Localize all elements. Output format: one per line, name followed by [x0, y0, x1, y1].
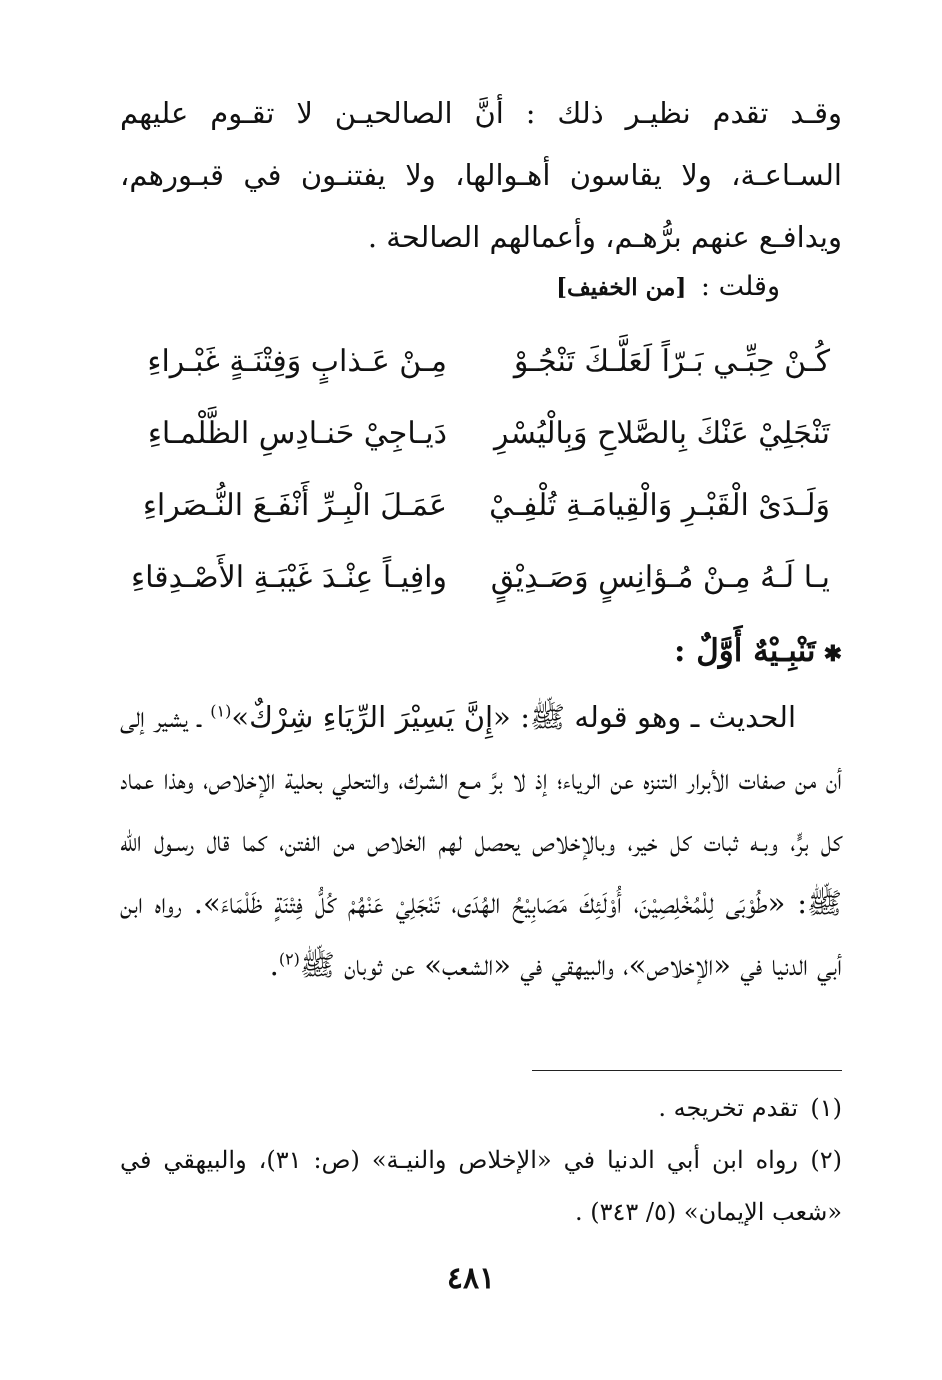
verse-first-hemistich: وَلَـدَىْ الْقَبْـرِ وَالْقِيامَـةِ تُلْفِـيْ [489, 488, 830, 523]
verse-second-hemistich: عَمَـلَ الْبِـرِّ أَنْفَـعَ النُّـصَراءِ [142, 488, 447, 523]
paragraph-hadith [120, 686, 842, 996]
verse-second-hemistich: مِـنْ عَـذابٍ وَفِتْنَـةٍ غَبْـراءِ [147, 344, 447, 379]
footnote-divider [532, 1070, 842, 1071]
paragraph-hadith-opening: الحديث ـ وهو قوله ﷺ: «إِنَّ يَسِيْرَ الرِّيَاءِ شِرْكٌ» [231, 700, 797, 734]
verse-first-hemistich: يـا لَـهُ مِـنْ مُـؤانِسٍ وَصَـدِيْقٍ [490, 560, 830, 595]
verse-second-hemistich: دَيـاجِيْ حَنـادِسِ الظَّلْمـاءِ [147, 416, 447, 451]
paragraph-hadith-end: . [269, 948, 279, 982]
footnote-number: (١) [810, 1094, 842, 1122]
verse-line [120, 332, 842, 392]
footnote-text: تقدم تخريجه . [658, 1094, 798, 1122]
footnote-number: (٢) [810, 1146, 843, 1174]
section-heading [674, 624, 842, 681]
footnote-text: رواه ابن أبي الدنيا في «الإخلاص والنيـة» (ص: ٣١)، والبيهقي في «شعب الإيمان» (٥/ ٣٤٣) . [120, 1146, 842, 1226]
paragraph-hadith-body: ـ يشير إلى أن من صفات الأبرار التنزه عن الرياء؛ إذ لا برَّ مـع الشرك، والتحلي بحلية الإخلاص، وهذا عماد كل برٍّ، وبـه ثبات كل خير، وبالإخلاص يحصل لهم الخلاص من الفتن، كما قال رسـول الله ﷺ: «طُوْبَى لِلْمُخْلِصِيْنَ، أُوْلَئِكَ مَصَابِيْحُ الهُدَى، تَنْجَلِيْ عَنْهُمْ كُلُّ فِتْنَةٍ ظَلْمَاءَ». رواه ابن أبي الدنيا في «الإخلاص»، والبيهقي في «الشعب» عن ثوبان ﷺ [120, 700, 842, 982]
verse-intro [556, 262, 780, 313]
footnote-reference-2[interactable]: (٢) [278, 949, 300, 969]
star-icon: ✱ [823, 641, 842, 667]
footnote [120, 1134, 842, 1238]
verse-line [120, 548, 842, 608]
verse-first-hemistich: تَنْجَلِيْ عَنْكَ بِالصَّلاحِ وَبِالْيُسْرِ [494, 416, 830, 451]
verse-line [120, 404, 842, 464]
footnote [120, 1082, 842, 1134]
verse-meter-label: [من الخفيف] [556, 274, 687, 301]
paragraph-intro: وقـد تقدم نظيـر ذلك : أنَّ الصالحيـن لا تقـوم عليهم السـاعـة، ولا يقاسون أهـوالها، ولا يفتنـون في قبـورهم، ويدافـع عنهم برُّهـم، وأعمالهم الصالحة . [120, 96, 842, 254]
verse-line [120, 476, 842, 536]
verse-first-hemistich: كُـنْ حِبِّـي بَـرّاً لَعَلَّـكَ تَنْجُـوْ [513, 344, 830, 379]
page-number: ٤٨١ [446, 1261, 496, 1296]
footnote-reference-1[interactable]: (١) [210, 701, 232, 721]
verse-second-hemistich: وافِيـاً عِنْـدَ غَيْبَـةِ الأَصْـدِقاءِ [131, 560, 447, 595]
verse-intro-text: وقلت : [700, 271, 780, 302]
section-heading-text: تَنْبِـيْهٌ أَوَّلٌ : [674, 633, 816, 669]
